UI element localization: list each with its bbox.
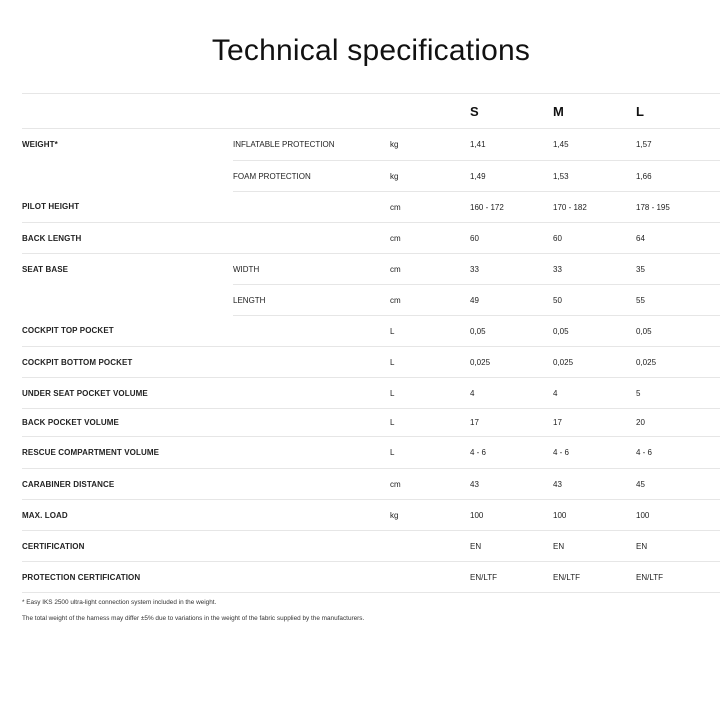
spec-unit: cm [390, 254, 470, 285]
spec-value-s: 43 [470, 469, 553, 500]
spec-row [22, 285, 720, 316]
spec-value-m: 1,45 [553, 129, 636, 161]
spec-sub-label [233, 437, 390, 469]
spec-param-label: MAX. LOAD [22, 500, 233, 531]
spec-value-l: 5 [636, 378, 720, 409]
spec-value-l: 1,57 [636, 129, 720, 161]
spec-value-m: 4 - 6 [553, 437, 636, 469]
spec-param-label: CERTIFICATION [22, 531, 233, 562]
spec-sub-label [233, 562, 390, 593]
spec-unit: cm [390, 285, 470, 316]
spec-sub-label [233, 192, 390, 223]
spec-sub-label: FOAM PROTECTION [233, 161, 390, 192]
spec-unit: kg [390, 500, 470, 531]
spec-value-s: 1,41 [470, 129, 553, 161]
spec-value-l: 0,05 [636, 316, 720, 347]
spec-row [22, 223, 720, 254]
spec-sub-label [233, 531, 390, 562]
spec-value-m: 4 [553, 378, 636, 409]
page-title: Technical specifications [211, 34, 531, 68]
spec-param-label: BACK POCKET VOLUME [22, 409, 233, 437]
spec-sub-label: LENGTH [233, 285, 390, 316]
spec-row [22, 562, 720, 593]
spec-value-l: 45 [636, 469, 720, 500]
spec-sub-label [233, 223, 390, 254]
spec-sub-label [233, 500, 390, 531]
spec-value-l: 55 [636, 285, 720, 316]
spec-param-label: WEIGHT* [22, 140, 58, 150]
spec-value-m: 43 [553, 469, 636, 500]
spec-row [22, 192, 720, 223]
spec-row [22, 347, 720, 378]
spec-param-label: COCKPIT BOTTOM POCKET [22, 347, 233, 378]
spec-value-m: 17 [553, 409, 636, 437]
spec-value-s: 17 [470, 409, 553, 437]
size-header-s: S [470, 94, 553, 129]
spec-value-l: EN [636, 531, 720, 562]
spec-row [22, 378, 720, 409]
spec-value-l: 20 [636, 409, 720, 437]
spec-sub-label: WIDTH [233, 254, 390, 285]
spec-param-label [22, 161, 233, 192]
spec-value-s: 100 [470, 500, 553, 531]
spec-value-s: 0,05 [470, 316, 553, 347]
spec-value-s: 33 [470, 254, 553, 285]
spec-row [22, 437, 720, 469]
spec-value-l: 1,66 [636, 161, 720, 192]
spec-param-label: UNDER SEAT POCKET VOLUME [22, 378, 233, 409]
size-header-l: L [636, 94, 720, 129]
spec-value-l: 0,025 [636, 347, 720, 378]
spec-value-s: 49 [470, 285, 553, 316]
spec-unit: L [390, 409, 470, 437]
spec-value-s: 1,49 [470, 161, 553, 192]
spec-param-label: COCKPIT TOP POCKET [22, 316, 233, 347]
spec-unit: cm [390, 469, 470, 500]
spec-value-m: EN/LTF [553, 562, 636, 593]
spec-unit: L [390, 378, 470, 409]
spec-unit: cm [390, 192, 470, 223]
header-empty-sub [233, 94, 390, 129]
spec-row [22, 129, 720, 161]
spec-value-l: EN/LTF [636, 562, 720, 593]
spec-sub-label [233, 378, 390, 409]
spec-row [22, 254, 720, 285]
spec-value-s: 0,025 [470, 347, 553, 378]
spec-value-l: 178 - 195 [636, 192, 720, 223]
spec-unit: L [390, 316, 470, 347]
spec-param-label: CARABINER DISTANCE [22, 469, 233, 500]
size-header-row [22, 94, 720, 129]
header-empty-param [22, 94, 233, 129]
spec-value-l: 35 [636, 254, 720, 285]
spec-unit: L [390, 347, 470, 378]
size-header-m: M [553, 94, 636, 129]
spec-unit: L [390, 437, 470, 469]
spec-sub-label [233, 316, 390, 347]
spec-unit [390, 562, 470, 593]
spec-param-label: RESCUE COMPARTMENT VOLUME [22, 437, 233, 469]
spec-value-s: 160 - 172 [470, 192, 553, 223]
spec-row [22, 161, 720, 192]
spec-param-label: PROTECTION CERTIFICATION [22, 562, 233, 593]
spec-value-m: 60 [553, 223, 636, 254]
spec-row [22, 469, 720, 500]
spec-value-l: 64 [636, 223, 720, 254]
header-empty-unit [390, 94, 470, 129]
footnote-tolerance: The total weight of the harness may differ ±5% due to variations in the weight of the fabric supplied by the manufacturers. [22, 615, 365, 623]
spec-value-m: 33 [553, 254, 636, 285]
spec-param-label: PILOT HEIGHT [22, 192, 233, 223]
spec-sub-label [233, 347, 390, 378]
spec-value-m: 1,53 [553, 161, 636, 192]
spec-value-s: 60 [470, 223, 553, 254]
spec-param-label [22, 285, 233, 316]
spec-value-m: 0,025 [553, 347, 636, 378]
spec-value-m: EN [553, 531, 636, 562]
spec-sub-label: INFLATABLE PROTECTION [233, 129, 390, 161]
spec-value-l: 100 [636, 500, 720, 531]
spec-table [22, 93, 720, 593]
footnotes [22, 600, 364, 623]
spec-sub-label [233, 409, 390, 437]
spec-value-s: 4 - 6 [470, 437, 553, 469]
spec-row [22, 531, 720, 562]
spec-value-s: EN [470, 531, 553, 562]
spec-value-l: 4 - 6 [636, 437, 720, 469]
spec-unit: kg [390, 129, 470, 161]
spec-unit: cm [390, 223, 470, 254]
spec-value-s: 4 [470, 378, 553, 409]
spec-row [22, 316, 720, 347]
spec-sub-label [233, 469, 390, 500]
spec-value-s: EN/LTF [470, 562, 553, 593]
spec-unit: kg [390, 161, 470, 192]
spec-unit [390, 531, 470, 562]
spec-row [22, 409, 720, 437]
spec-value-m: 0,05 [553, 316, 636, 347]
spec-value-m: 50 [553, 285, 636, 316]
spec-value-m: 170 - 182 [553, 192, 636, 223]
spec-row [22, 500, 720, 531]
spec-value-m: 100 [553, 500, 636, 531]
spec-param-label: SEAT BASE [22, 264, 69, 274]
footnote-weight: * Easy IKS 2500 ultra-light connection system included in the weight. [22, 599, 217, 606]
spec-param-label: BACK LENGTH [22, 223, 233, 254]
